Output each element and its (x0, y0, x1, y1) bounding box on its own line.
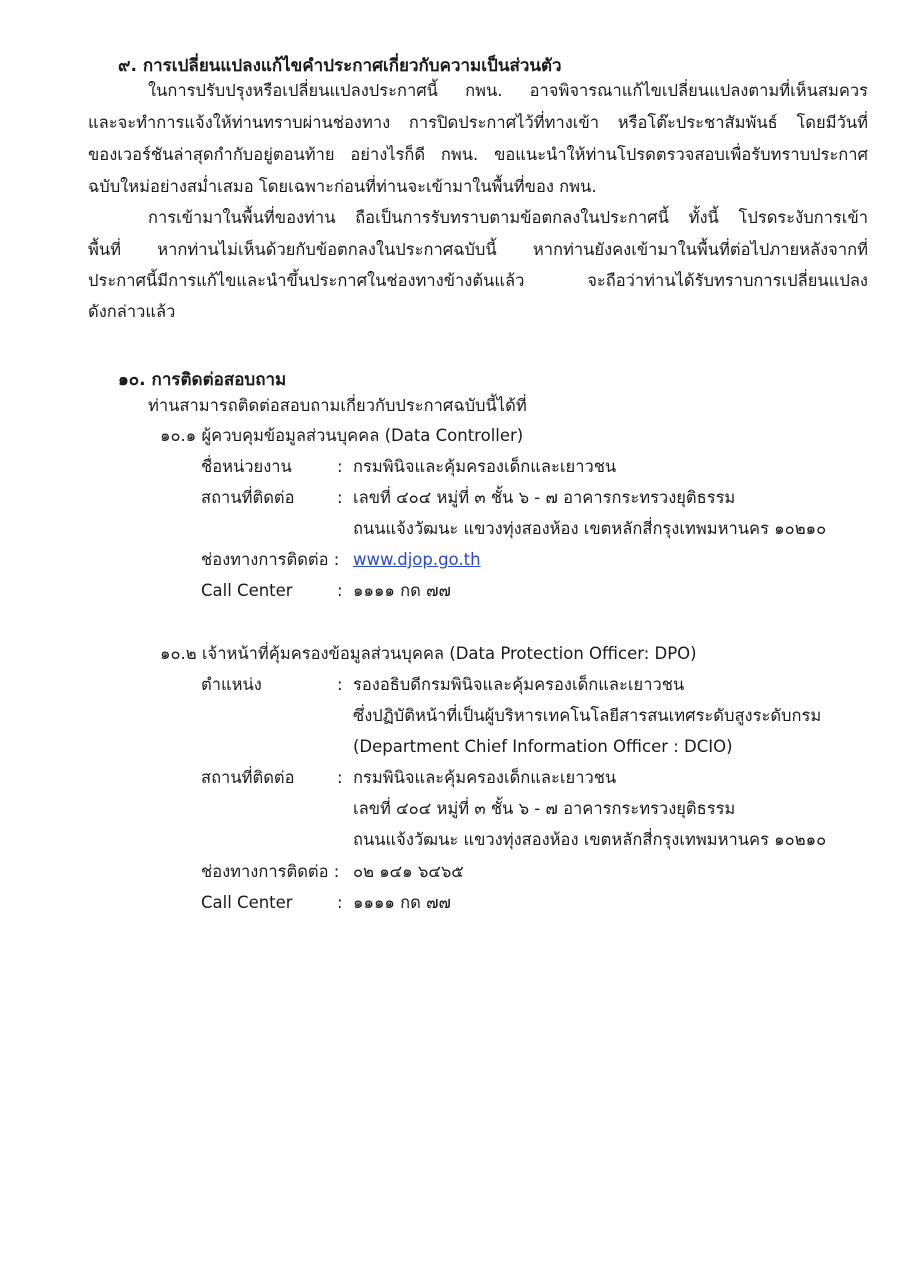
colon: : (337, 675, 343, 694)
para1-line-1: ในการปรับปรุงหรือเปลี่ยนแปลงประกาศนี้ กพน. อาจพิจารณาแก้ไขเปลี่ยนแปลงตามที่เห็นสมควร (148, 81, 868, 100)
dpo-address-label: สถานที่ติดต่อ (201, 768, 295, 787)
para1-line-3: ของเวอร์ชันล่าสุดกำกับอยู่ตอนท้าย อย่างไรก็ดี กพน. ขอแนะนำให้ท่านโปรดตรวจสอบเพื่อรับทราบประกาศ (88, 145, 868, 164)
colon: : (337, 457, 343, 476)
para2-line-2: พื้นที่ หากท่านไม่เห็นด้วยกับข้อตกลงในประกาศฉบับนี้ หากท่านยังคงเข้ามาในพื้นที่ต่อไปภายหลังจากที่ (88, 240, 868, 259)
dpo-position-label: ตำแหน่ง (201, 675, 262, 694)
dpo-call-value: ๑๑๑๑ กด ๗๗ (353, 893, 451, 912)
dpo-address-line-1: กรมพินิจและคุ้มครองเด็กและเยาวชน (353, 768, 617, 787)
controller-title: ๑๐.๑ ผู้ควบคุมข้อมูลส่วนบุคคล (Data Controller) (160, 426, 524, 445)
dpo-channel-label: ช่องทางการติดต่อ : (201, 862, 340, 881)
controller-address-label: สถานที่ติดต่อ (201, 488, 295, 507)
controller-website-link[interactable]: www.djop.go.th (353, 550, 481, 569)
controller-channel-label: ช่องทางการติดต่อ : (201, 550, 340, 569)
colon: : (337, 893, 343, 912)
controller-address-line-1: เลขที่ ๔๐๔ หมู่ที่ ๓ ชั้น ๖ - ๗ อาคารกระทรวงยุติธรรม (353, 488, 736, 507)
dpo-position-line-3: (Department Chief Information Officer : DCIO) (353, 737, 733, 756)
dpo-title: ๑๐.๒ เจ้าหน้าที่คุ้มครองข้อมูลส่วนบุคคล (Data Protection Officer: DPO) (160, 644, 697, 663)
para2-line-4: ดังกล่าวแล้ว (88, 302, 176, 321)
controller-agency-label: ชื่อหน่วยงาน (201, 457, 292, 476)
section-10-intro: ท่านสามารถติดต่อสอบถามเกี่ยวกับประกาศฉบับนี้ได้ที่ (148, 396, 527, 415)
colon: : (337, 581, 343, 600)
dpo-position-line-1: รองอธิบดีกรมพินิจและคุ้มครองเด็กและเยาวชน (353, 675, 685, 694)
para1-line-2: และจะทำการแจ้งให้ท่านทราบผ่านช่องทาง การปิดประกาศไว้ที่ทางเข้า หรือโต๊ะประชาสัมพันธ์ โดยมีวันที่ (88, 113, 868, 132)
controller-agency-value: กรมพินิจและคุ้มครองเด็กและเยาวชน (353, 457, 617, 476)
dpo-address-line-3: ถนนแจ้งวัฒนะ แขวงทุ่งสองห้อง เขตหลักสี่กรุงเทพมหานคร ๑๐๒๑๐ (353, 830, 827, 849)
controller-call-value: ๑๑๑๑ กด ๗๗ (353, 581, 451, 600)
para2-line-3: ประกาศนี้มีการแก้ไขและนำขึ้นประกาศในช่องทางข้างต้นแล้ว จะถือว่าท่านได้รับทราบการเปลี่ยนแปลง (88, 271, 868, 290)
controller-address-line-2: ถนนแจ้งวัฒนะ แขวงทุ่งสองห้อง เขตหลักสี่กรุงเทพมหานคร ๑๐๒๑๐ (353, 519, 827, 538)
para1-line-4: ฉบับใหม่อย่างสม่ำเสมอ โดยเฉพาะก่อนที่ท่านจะเข้ามาในพื้นที่ของ กพน. (88, 177, 597, 196)
dpo-position-line-2: ซึ่งปฏิบัติหน้าที่เป็นผู้บริหารเทคโนโลยีสารสนเทศระดับสูงระดับกรม (353, 706, 822, 725)
dpo-channel-value: ๐๒ ๑๔๑ ๖๔๖๕ (353, 862, 464, 881)
colon: : (337, 488, 343, 507)
controller-call-label: Call Center (201, 581, 293, 600)
dpo-address-line-2: เลขที่ ๔๐๔ หมู่ที่ ๓ ชั้น ๖ - ๗ อาคารกระทรวงยุติธรรม (353, 799, 736, 818)
colon: : (337, 768, 343, 787)
section-10-heading: ๑๐. การติดต่อสอบถาม (118, 370, 287, 390)
para2-line-1: การเข้ามาในพื้นที่ของท่าน ถือเป็นการรับทราบตามข้อตกลงในประกาศนี้ ทั้งนี้ โปรดระงับการเข้า (148, 208, 868, 227)
dpo-call-label: Call Center (201, 893, 293, 912)
section-9-heading: ๙. การเปลี่ยนแปลงแก้ไขคำประกาศเกี่ยวกับความเป็นส่วนตัว (118, 56, 562, 76)
